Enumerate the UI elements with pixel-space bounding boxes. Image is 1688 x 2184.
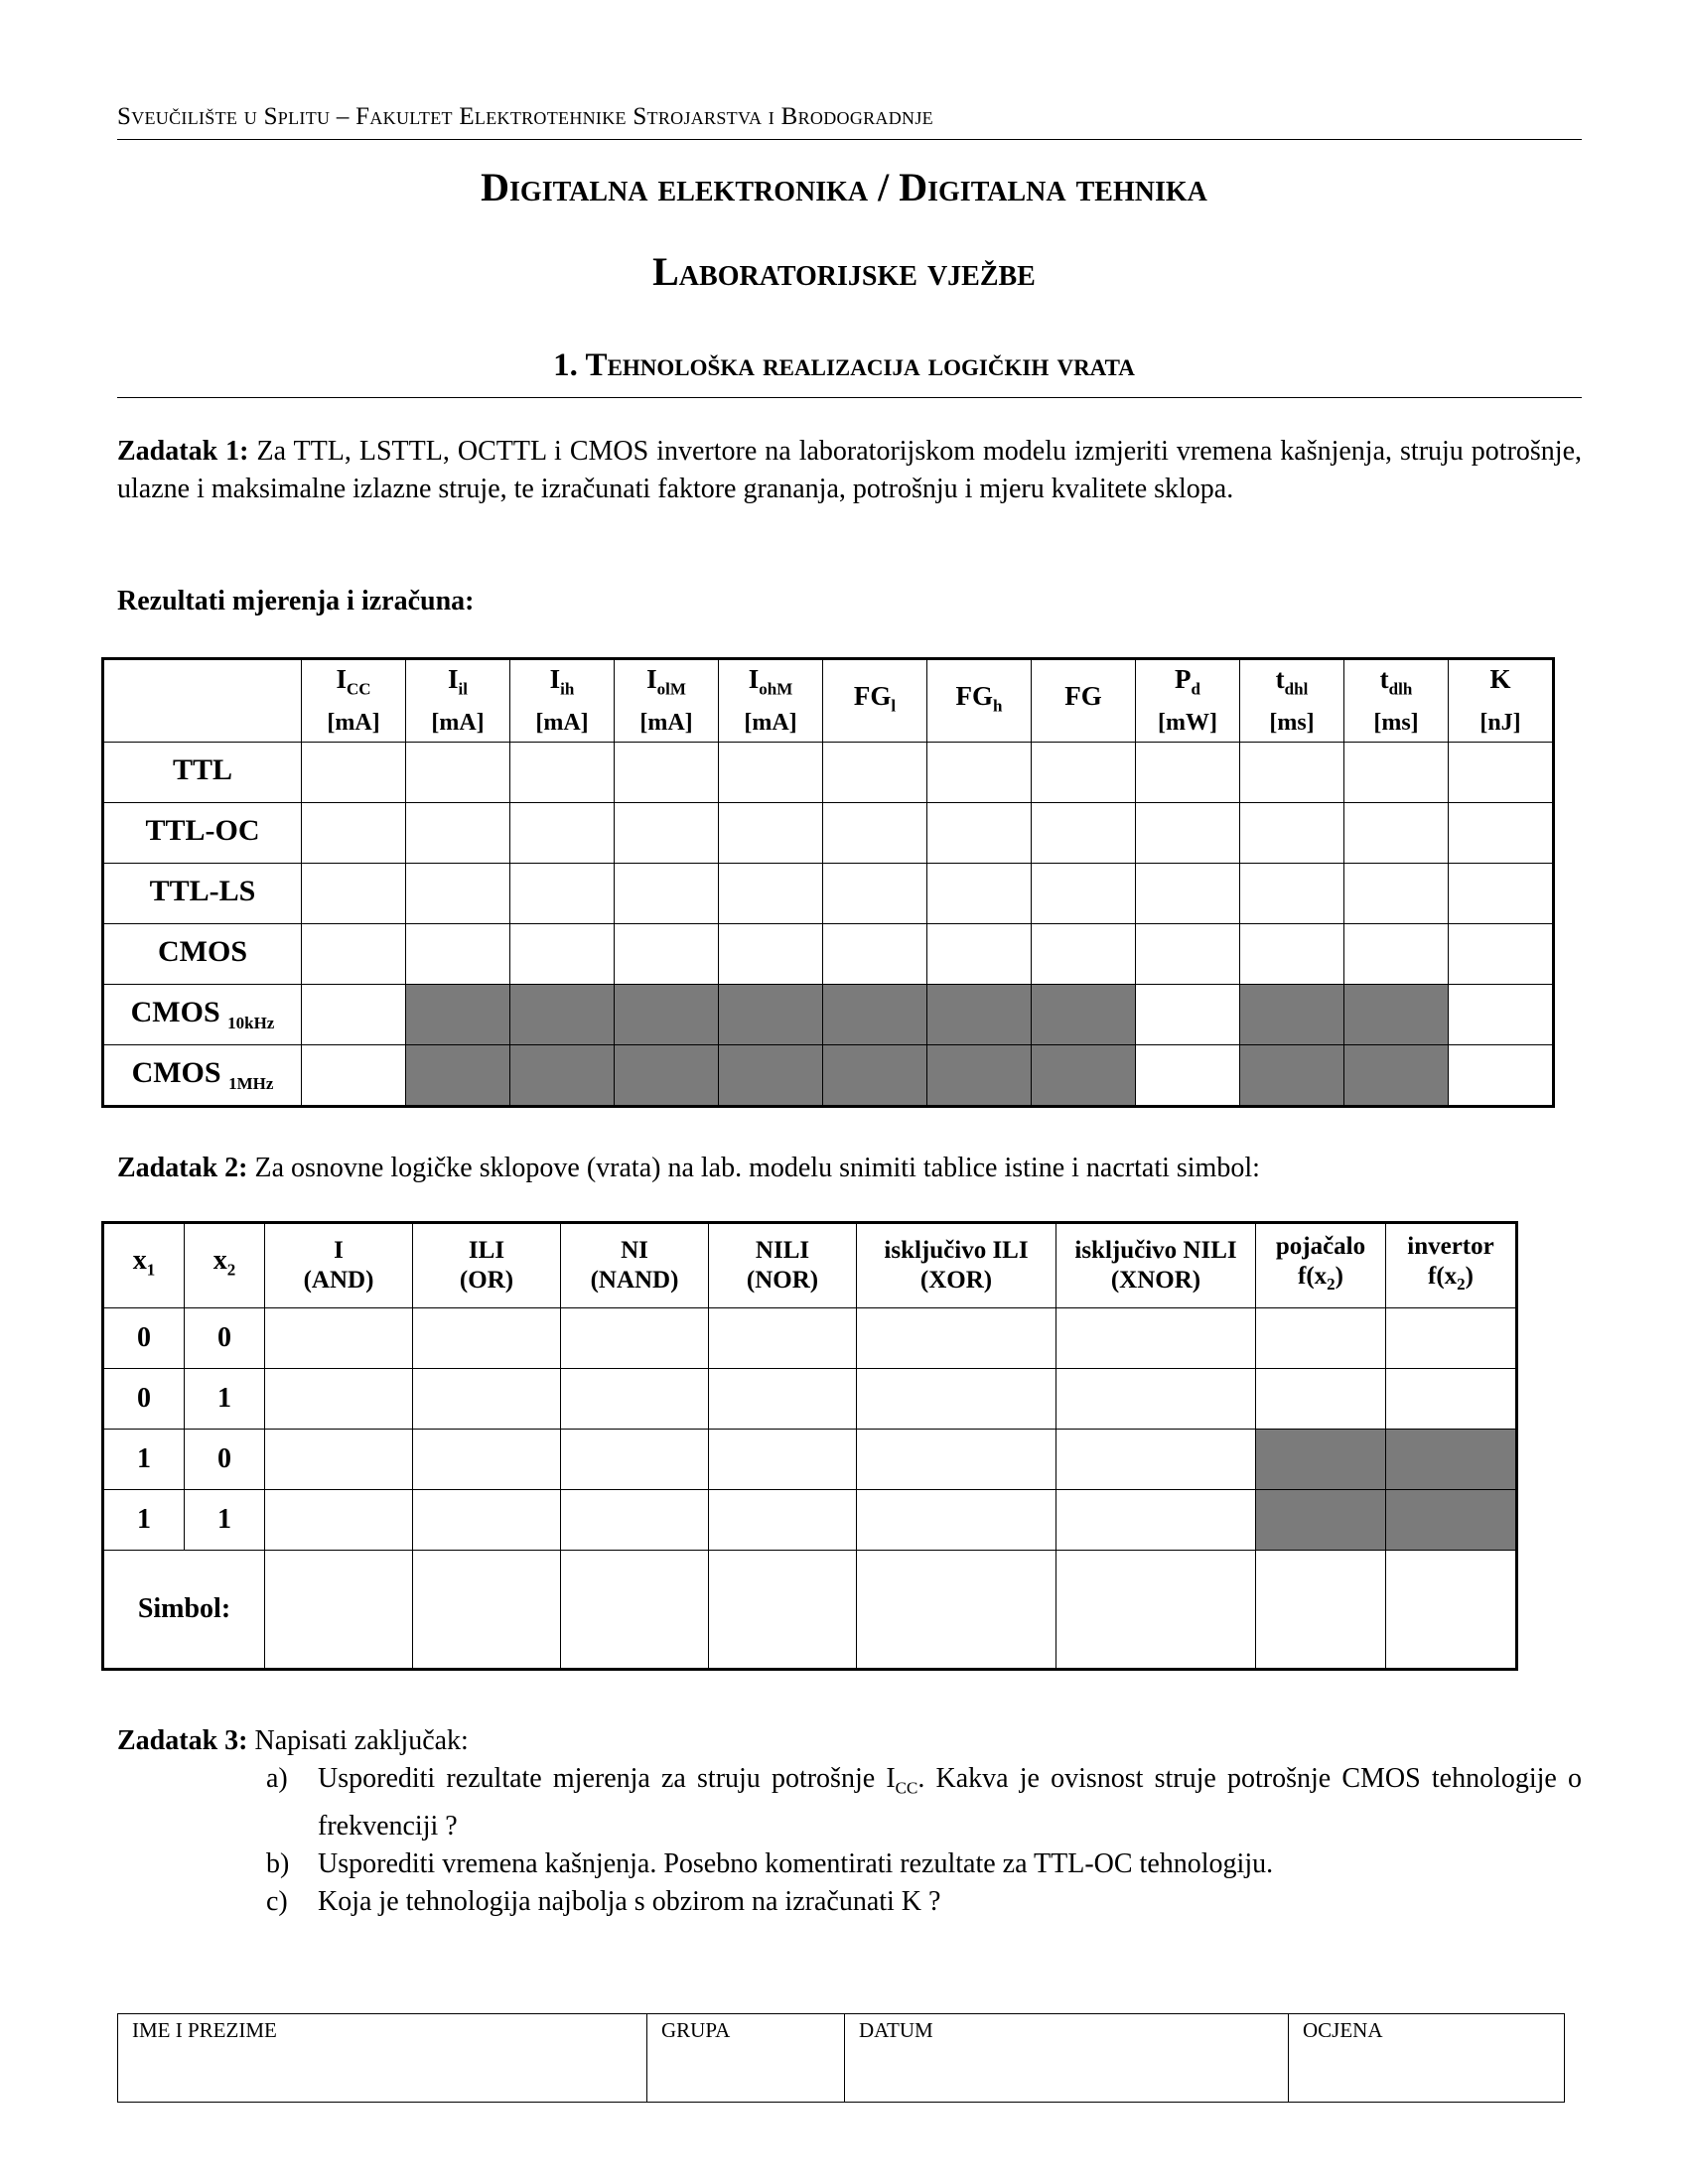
list-item [266,1760,1582,1845]
output-cell[interactable] [265,1490,413,1551]
results-col-header: $I_{ih}$ [mA] [510,659,615,743]
input-value: 0 [185,1308,265,1369]
results-corner-cell [103,659,302,743]
result-cell[interactable] [302,924,406,985]
result-cell[interactable] [615,743,719,803]
input-col-header: $x_1$ [103,1223,185,1308]
item-c-label: c) [266,1885,288,1917]
result-cell [719,1045,823,1107]
result-cell[interactable] [406,803,510,864]
list-item [266,1845,1582,1883]
gate-col-header: invertor $f(x_2)$ [1386,1223,1517,1308]
result-cell[interactable] [510,864,615,924]
result-cell[interactable] [1344,924,1449,985]
result-cell[interactable] [510,803,615,864]
result-cell [927,1045,1032,1107]
result-cell[interactable] [302,985,406,1045]
result-cell[interactable] [1240,803,1344,864]
result-cell[interactable] [406,864,510,924]
result-cell[interactable] [927,803,1032,864]
table-row [103,924,1554,985]
symbol-cell[interactable] [1056,1551,1256,1670]
results-col-header: $I_{CC}$ [mA] [302,659,406,743]
output-cell[interactable] [413,1490,561,1551]
result-cell [719,985,823,1045]
title-divider [117,397,1582,398]
header-divider [117,139,1582,140]
symbol-cell[interactable] [857,1551,1056,1670]
result-cell[interactable] [1032,924,1136,985]
output-cell [1386,1490,1517,1551]
result-cell[interactable] [406,924,510,985]
symbol-cell[interactable] [561,1551,709,1670]
result-cell[interactable] [1136,985,1240,1045]
task-1 [117,433,1582,508]
result-cell[interactable] [1344,743,1449,803]
institution-header: Sveučilište u Splitu – Fakultet Elektrotehnike Strojarstva i Brodogradnje [117,103,933,130]
output-cell[interactable] [413,1430,561,1490]
table-row [103,864,1554,924]
result-cell[interactable] [302,743,406,803]
result-cell[interactable] [1344,864,1449,924]
results-col-header: $I_{il}$ [mA] [406,659,510,743]
gate-col-header: NILI (NOR) [709,1223,857,1308]
output-cell[interactable] [561,1308,709,1369]
results-col-header: $I_{olM}$ [mA] [615,659,719,743]
output-cell[interactable] [561,1490,709,1551]
result-cell [615,985,719,1045]
output-cell[interactable] [1386,1369,1517,1430]
row-label: TTL-OC [103,803,302,864]
course-title: Digitalna elektronika / Digitalna tehnika [481,165,1207,209]
table-row [103,743,1554,803]
result-cell[interactable] [1136,864,1240,924]
result-cell[interactable] [1449,743,1554,803]
symbol-label: Simbol: [103,1551,265,1670]
result-cell[interactable] [1449,924,1554,985]
item-b-label: b) [266,1847,290,1879]
input-value: 0 [103,1308,185,1369]
result-cell [1344,1045,1449,1107]
output-cell[interactable] [857,1369,1056,1430]
output-cell[interactable] [413,1369,561,1430]
result-cell[interactable] [302,803,406,864]
item-a-label: a) [266,1763,288,1794]
output-cell[interactable] [1056,1430,1256,1490]
subtitle: Laboratorijske vježbe [652,249,1036,294]
input-col-header: $x_2$ [185,1223,265,1308]
result-cell[interactable] [1136,743,1240,803]
gate-col-header: I (AND) [265,1223,413,1308]
output-cell [1256,1490,1386,1551]
output-cell[interactable] [561,1430,709,1490]
results-header-row [103,659,1554,743]
result-cell[interactable] [823,803,927,864]
output-cell[interactable] [413,1308,561,1369]
table-row [103,1308,1517,1369]
output-cell[interactable] [857,1430,1056,1490]
item-c-text: Koja je tehnologija najbolja s obzirom na izračunati K ? [318,1885,941,1917]
result-cell[interactable] [719,924,823,985]
result-cell[interactable] [1449,985,1554,1045]
output-cell [1386,1430,1517,1490]
item-a-text: Usporediti rezultate mjerenja za struju potrošnje $I_{CC}$. Kakva je ovisnost struje potrošnje CMOS tehnologije o frekvenciji ? [318,1763,1582,1842]
symbol-cell[interactable] [709,1551,857,1670]
result-cell[interactable] [406,743,510,803]
output-cell[interactable] [1056,1308,1256,1369]
output-cell[interactable] [1386,1308,1517,1369]
table-row [103,1045,1554,1107]
table-row [103,1490,1517,1551]
results-col-header: $FG_h$ [927,659,1032,743]
result-cell[interactable] [1240,924,1344,985]
result-cell [927,985,1032,1045]
result-cell [1344,985,1449,1045]
output-cell[interactable] [265,1369,413,1430]
result-cell[interactable] [615,924,719,985]
input-value: 1 [103,1490,185,1551]
results-col-header: $P_d$ [mW] [1136,659,1240,743]
result-cell[interactable] [1344,803,1449,864]
result-cell [615,1045,719,1107]
output-cell[interactable] [265,1430,413,1490]
result-cell [1240,985,1344,1045]
table-row [103,985,1554,1045]
input-value: 0 [103,1369,185,1430]
symbol-row [103,1551,1517,1670]
results-col-header: $t_{dhl}$ [ms] [1240,659,1344,743]
result-cell[interactable] [719,864,823,924]
list-item [266,1883,1582,1921]
result-cell[interactable] [927,924,1032,985]
symbol-cell[interactable] [1256,1551,1386,1670]
task-3-label: Zadatak 3: [117,1725,248,1756]
result-cell [510,1045,615,1107]
result-cell [406,1045,510,1107]
grade-field[interactable]: OCJENA [1289,2014,1565,2103]
task-1-text: Za TTL, LSTTL, OCTTL i CMOS invertore na laboratorijskom modelu izmjeriti vremena kašnjenja, struju potrošnje, ulazne i maksimalne izlazne struje, te izračunati faktore grananja, potrošnju i mjeru kvalitete sklopa. [117,436,1583,504]
output-cell[interactable] [857,1308,1056,1369]
table-row [103,803,1554,864]
results-label: Rezultati mjerenja i izračuna: [117,586,475,616]
output-cell[interactable] [1056,1369,1256,1430]
input-value: 1 [103,1430,185,1490]
output-cell[interactable] [1056,1490,1256,1551]
result-cell [1032,1045,1136,1107]
results-col-header: $FG_l$ [823,659,927,743]
conclusion-list [266,1760,1582,1921]
table-row [103,1430,1517,1490]
result-cell [1032,985,1136,1045]
symbol-cell[interactable] [1386,1551,1517,1670]
output-cell[interactable] [857,1490,1056,1551]
item-b-text: Usporediti vremena kašnjenja. Posebno komentirati rezultate za TTL-OC tehnologiju. [318,1847,1274,1879]
task-3-text: Napisati zaključak: [254,1725,469,1756]
result-cell [823,985,927,1045]
results-col-header: $t_{dlh}$ [ms] [1344,659,1449,743]
row-label: TTL-LS [103,864,302,924]
output-cell[interactable] [709,1430,857,1490]
result-cell[interactable] [1136,924,1240,985]
result-cell[interactable] [1240,743,1344,803]
result-cell[interactable] [1032,864,1136,924]
task-1-label: Zadatak 1: [117,436,249,467]
row-label: TTL [103,743,302,803]
result-cell[interactable] [1136,1045,1240,1107]
task-3 [117,1722,1582,1760]
output-cell[interactable] [709,1369,857,1430]
symbol-cell[interactable] [265,1551,413,1670]
input-value: 0 [185,1430,265,1490]
input-value: 1 [185,1490,265,1551]
symbol-cell[interactable] [413,1551,561,1670]
results-col-header: FG [1032,659,1136,743]
task-2 [117,1150,1582,1187]
input-value: 1 [185,1369,265,1430]
result-cell[interactable] [927,743,1032,803]
result-cell[interactable] [302,1045,406,1107]
results-col-header: $I_{ohM}$ [mA] [719,659,823,743]
result-cell[interactable] [719,743,823,803]
result-cell[interactable] [615,803,719,864]
result-cell[interactable] [823,864,927,924]
name-field[interactable]: IME I PREZIME [118,2014,647,2103]
result-cell[interactable] [510,743,615,803]
result-cell[interactable] [823,924,927,985]
result-cell[interactable] [1032,743,1136,803]
result-cell[interactable] [510,924,615,985]
result-cell[interactable] [1032,803,1136,864]
gate-col-header: isključivo ILI (XOR) [857,1223,1056,1308]
table-row [103,1369,1517,1430]
result-cell[interactable] [927,864,1032,924]
output-cell[interactable] [709,1490,857,1551]
truth-table [101,1221,1518,1671]
output-cell[interactable] [265,1308,413,1369]
row-label: CMOS $_{10kHz}$ [103,985,302,1045]
result-cell [823,1045,927,1107]
result-cell[interactable] [823,743,927,803]
student-info-table [117,2013,1565,2103]
result-cell[interactable] [719,803,823,864]
gate-col-header: ILI (OR) [413,1223,561,1308]
result-cell [1240,1045,1344,1107]
date-field[interactable]: DATUM [845,2014,1289,2103]
task-2-text: Za osnovne logičke sklopove (vrata) na lab. modelu snimiti tablice istine i nacrtati simbol: [254,1153,1260,1183]
output-cell [1256,1430,1386,1490]
output-cell[interactable] [709,1308,857,1369]
truth-header-row [103,1223,1517,1308]
group-field[interactable]: GRUPA [647,2014,845,2103]
output-cell[interactable] [1256,1369,1386,1430]
gate-col-header: NI (NAND) [561,1223,709,1308]
result-cell [406,985,510,1045]
result-cell[interactable] [1240,864,1344,924]
exercise-title: 1. Tehnološka realizacija logičkih vrata [553,347,1135,383]
task-2-label: Zadatak 2: [117,1153,248,1183]
result-cell[interactable] [1449,1045,1554,1107]
result-cell[interactable] [615,864,719,924]
row-label: CMOS $_{1MHz}$ [103,1045,302,1107]
gate-col-header: isključivo NILI (XNOR) [1056,1223,1256,1308]
results-col-header: K [nJ] [1449,659,1554,743]
result-cell[interactable] [1136,803,1240,864]
result-cell [510,985,615,1045]
result-cell[interactable] [1449,864,1554,924]
result-cell[interactable] [1449,803,1554,864]
row-label: CMOS [103,924,302,985]
output-cell[interactable] [561,1369,709,1430]
result-cell[interactable] [302,864,406,924]
results-table [101,657,1555,1108]
gate-col-header: pojačalo $f(x_2)$ [1256,1223,1386,1308]
output-cell[interactable] [1256,1308,1386,1369]
